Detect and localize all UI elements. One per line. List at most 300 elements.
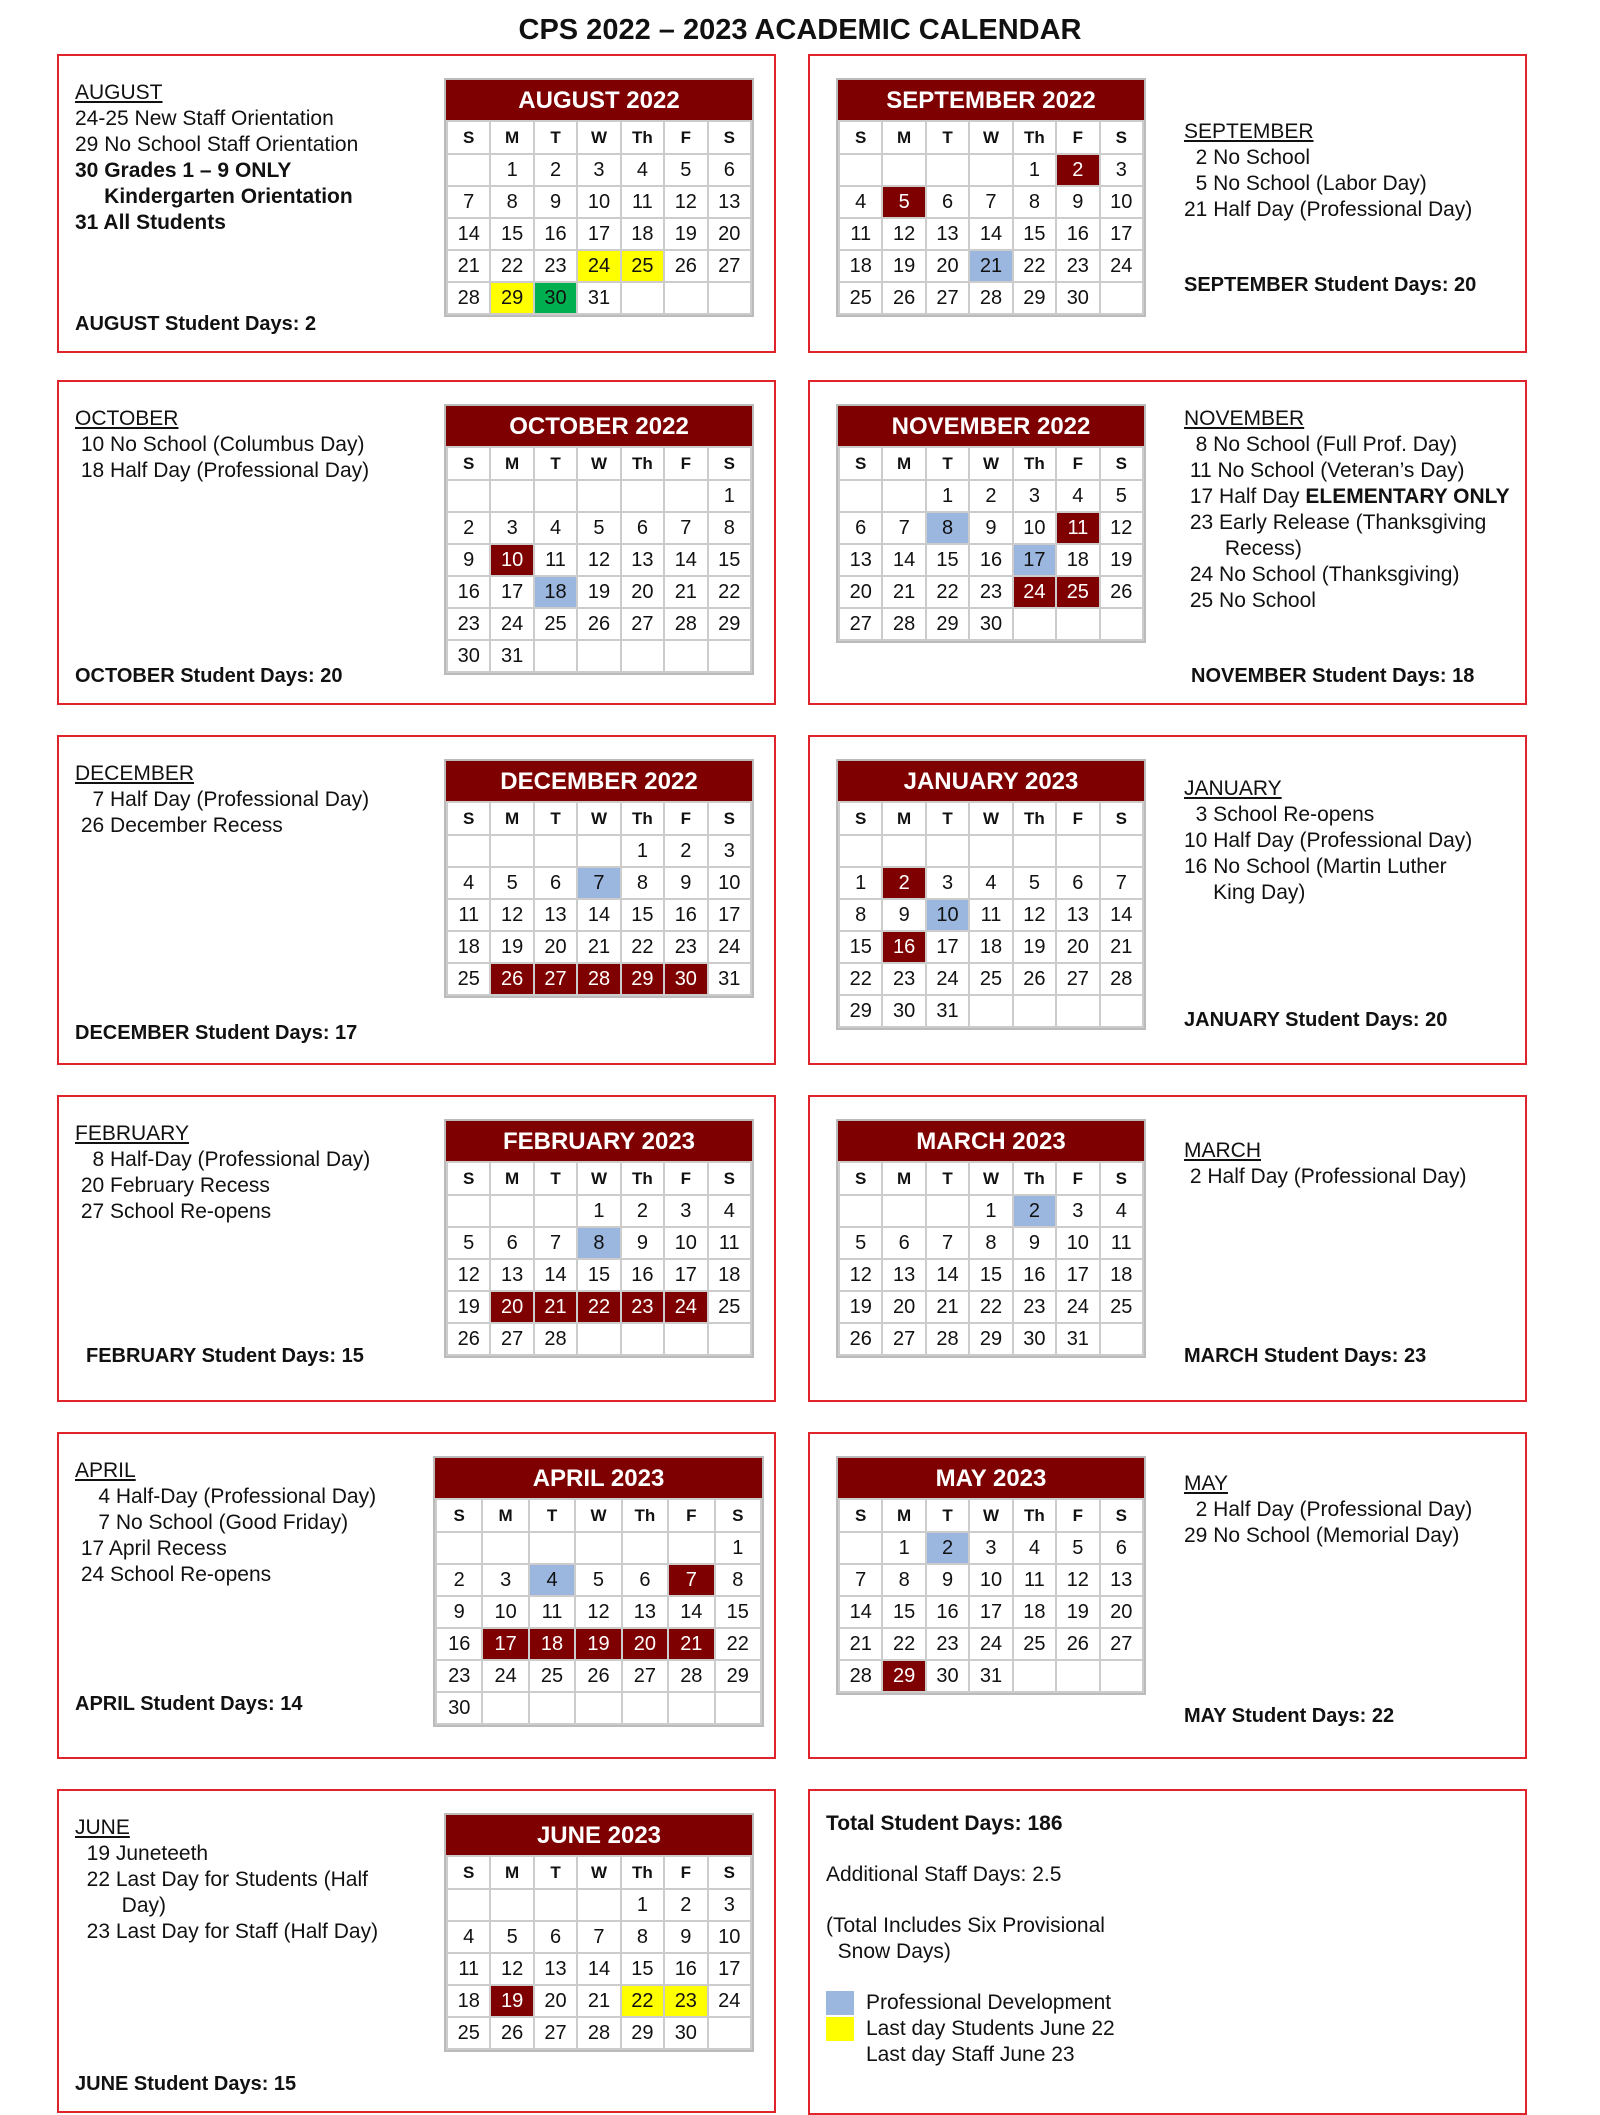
empty-cell [664, 282, 707, 314]
day-cell: 19 [575, 1628, 621, 1660]
empty-cell [447, 1195, 490, 1227]
month-notes [1184, 1138, 1466, 1190]
empty-cell [1013, 995, 1056, 1027]
day-cell: 26 [577, 608, 620, 640]
day-cell: 27 [621, 608, 664, 640]
day-cell: 21 [882, 576, 925, 608]
day-cell: 24 [926, 963, 969, 995]
day-cell: 3 [708, 1889, 751, 1921]
legend-item-professional-development [826, 1990, 1115, 2016]
day-cell: 5 [577, 512, 620, 544]
month-box-february [57, 1095, 776, 1402]
empty-cell [708, 640, 751, 672]
weekday-header: T [926, 121, 969, 154]
week-row [839, 1291, 1143, 1323]
week-row [839, 544, 1143, 576]
day-cell: 1 [621, 1889, 664, 1921]
day-cell: 14 [839, 1596, 882, 1628]
day-cell: 22 [1013, 250, 1056, 282]
note-line: 24 School Re-opens [75, 1563, 272, 1586]
weekday-header: W [577, 447, 620, 480]
month-notes [1184, 119, 1472, 223]
weekday-header: T [534, 447, 577, 480]
day-cell: 21 [839, 1628, 882, 1660]
day-cell: 8 [926, 512, 969, 544]
day-cell: 11 [529, 1596, 575, 1628]
empty-cell [534, 1889, 577, 1921]
day-cell: 23 [969, 576, 1012, 608]
day-cell: 16 [534, 218, 577, 250]
day-cell: 3 [969, 1532, 1012, 1564]
day-cell: 2 [447, 512, 490, 544]
month-box-december [57, 735, 776, 1065]
month-heading: JUNE [75, 1816, 130, 1839]
month-box-september [808, 54, 1527, 353]
month-notes [1184, 1471, 1472, 1549]
day-cell: 15 [926, 544, 969, 576]
week-row [447, 1195, 751, 1227]
day-cell: 2 [534, 154, 577, 186]
day-cell: 22 [839, 963, 882, 995]
weekday-header: F [664, 802, 707, 835]
day-cell: 3 [664, 1195, 707, 1227]
day-cell: 25 [708, 1291, 751, 1323]
calendar-september [836, 78, 1146, 317]
day-cell: 21 [447, 250, 490, 282]
day-cell: 16 [621, 1259, 664, 1291]
weekday-header: W [575, 1499, 621, 1532]
empty-cell [621, 480, 664, 512]
day-cell: 27 [534, 2017, 577, 2049]
day-cell: 17 [708, 1953, 751, 1985]
day-cell: 18 [708, 1259, 751, 1291]
empty-cell [575, 1692, 621, 1724]
day-cell: 29 [621, 963, 664, 995]
day-cell: 11 [1100, 1227, 1143, 1259]
calendar-month-header: DECEMBER 2022 [446, 761, 752, 801]
week-row [839, 835, 1143, 867]
week-row [436, 1692, 761, 1724]
day-cell: 19 [664, 218, 707, 250]
empty-cell [882, 1195, 925, 1227]
week-row [839, 250, 1143, 282]
note-line: 27 School Re-opens [75, 1200, 272, 1223]
day-cell: 17 [490, 576, 533, 608]
empty-cell [622, 1532, 668, 1564]
day-cell: 17 [664, 1259, 707, 1291]
weekday-header: F [664, 1856, 707, 1889]
week-row [839, 1628, 1143, 1660]
day-cell: 1 [715, 1532, 761, 1564]
student-days: MARCH Student Days: 23 [1184, 1345, 1427, 1367]
empty-cell [664, 1323, 707, 1355]
student-days: MAY Student Days: 22 [1184, 1705, 1395, 1727]
day-cell: 3 [1013, 480, 1056, 512]
day-cell: 8 [715, 1564, 761, 1596]
summary-box [808, 1789, 1527, 2115]
student-days: APRIL Student Days: 14 [75, 1693, 303, 1715]
weekday-header: T [529, 1499, 575, 1532]
day-cell: 23 [621, 1291, 664, 1323]
month-notes [1184, 776, 1472, 906]
day-cell: 10 [708, 1921, 751, 1953]
note-line: 10 Half Day (Professional Day) [1184, 829, 1473, 852]
day-cell: 2 [664, 1889, 707, 1921]
week-row [839, 931, 1143, 963]
note-line: 30 Grades 1 – 9 ONLY [75, 159, 292, 182]
calendar-month-header: JANUARY 2023 [838, 761, 1144, 801]
day-cell: 26 [839, 1323, 882, 1355]
week-row [447, 1323, 751, 1355]
empty-cell [577, 640, 620, 672]
day-cell: 7 [664, 512, 707, 544]
empty-cell [490, 480, 533, 512]
day-cell: 12 [577, 544, 620, 576]
week-row [447, 899, 751, 931]
calendar-month-header: OCTOBER 2022 [446, 406, 752, 446]
day-cell: 7 [839, 1564, 882, 1596]
day-cell: 28 [969, 282, 1012, 314]
day-cell: 1 [708, 480, 751, 512]
student-days: NOVEMBER Student Days: 18 [1191, 665, 1475, 687]
day-cell: 21 [926, 1291, 969, 1323]
empty-cell [668, 1532, 714, 1564]
weekday-header: Th [1013, 1499, 1056, 1532]
day-cell: 28 [664, 608, 707, 640]
week-row [839, 1323, 1143, 1355]
day-cell: 15 [577, 1259, 620, 1291]
day-cell: 18 [839, 250, 882, 282]
day-cell: 20 [490, 1291, 533, 1323]
weekday-header: Th [621, 1162, 664, 1195]
day-cell: 16 [926, 1596, 969, 1628]
week-row [447, 512, 751, 544]
day-cell: 22 [926, 576, 969, 608]
empty-cell [490, 835, 533, 867]
day-cell: 12 [1013, 899, 1056, 931]
note-line: 31 All Students [75, 211, 226, 234]
empty-cell [482, 1532, 528, 1564]
day-cell: 24 [1056, 1291, 1099, 1323]
day-cell: 10 [1056, 1227, 1099, 1259]
day-cell: 25 [447, 2017, 490, 2049]
day-cell: 12 [839, 1259, 882, 1291]
day-cell: 7 [577, 867, 620, 899]
day-cell: 21 [969, 250, 1012, 282]
calendar-month-header: FEBRUARY 2023 [446, 1121, 752, 1161]
blank-swatch [826, 2043, 854, 2067]
day-cell: 2 [664, 835, 707, 867]
day-cell: 29 [621, 2017, 664, 2049]
day-cell: 4 [969, 867, 1012, 899]
day-cell: 7 [882, 512, 925, 544]
month-notes [75, 1458, 376, 1588]
weekday-header: W [969, 1499, 1012, 1532]
week-row [839, 867, 1143, 899]
day-cell: 5 [490, 1921, 533, 1953]
calendar-june [444, 1813, 754, 2052]
weekday-header: M [882, 802, 925, 835]
empty-cell [577, 480, 620, 512]
empty-cell [621, 282, 664, 314]
empty-cell [621, 1323, 664, 1355]
day-cell: 17 [926, 931, 969, 963]
day-cell: 31 [577, 282, 620, 314]
empty-cell [534, 1195, 577, 1227]
week-row [447, 931, 751, 963]
empty-cell [1100, 995, 1143, 1027]
day-cell: 4 [447, 867, 490, 899]
day-cell: 5 [664, 154, 707, 186]
day-cell: 2 [436, 1564, 482, 1596]
calendar-month-header: AUGUST 2022 [446, 80, 752, 120]
empty-cell [1013, 1660, 1056, 1692]
day-cell: 23 [1013, 1291, 1056, 1323]
day-cell: 27 [1056, 963, 1099, 995]
day-cell: 9 [534, 186, 577, 218]
day-cell: 4 [708, 1195, 751, 1227]
day-cell: 8 [708, 512, 751, 544]
weekday-header: S [839, 802, 882, 835]
week-row [447, 186, 751, 218]
weekday-header: T [534, 121, 577, 154]
day-cell: 21 [577, 1985, 620, 2017]
additional-staff-days: Additional Staff Days: 2.5 [826, 1863, 1062, 1886]
day-cell: 25 [1013, 1628, 1056, 1660]
calendar-may [836, 1456, 1146, 1695]
week-row [839, 1660, 1143, 1692]
day-cell: 20 [708, 218, 751, 250]
month-heading: JANUARY [1184, 777, 1282, 800]
note-line: 11 No School (Veteran’s Day) [1184, 459, 1465, 482]
empty-cell [839, 480, 882, 512]
week-row [447, 250, 751, 282]
day-cell: 5 [839, 1227, 882, 1259]
calendar-february [444, 1119, 754, 1358]
day-cell: 7 [668, 1564, 714, 1596]
weekday-header: S [436, 1499, 482, 1532]
day-cell: 20 [621, 576, 664, 608]
week-row [447, 576, 751, 608]
weekday-header: T [926, 802, 969, 835]
month-notes [1184, 406, 1510, 614]
day-cell: 30 [534, 282, 577, 314]
note-line: 17 Half Day ELEMENTARY ONLY [1184, 485, 1510, 508]
weekday-header: S [715, 1499, 761, 1532]
empty-cell [1100, 1323, 1143, 1355]
calendar-month-header: MARCH 2023 [838, 1121, 1144, 1161]
day-cell: 1 [969, 1195, 1012, 1227]
note-line: 24-25 New Staff Orientation [75, 107, 334, 130]
day-cell: 5 [882, 186, 925, 218]
day-cell: 1 [1013, 154, 1056, 186]
yellow-swatch [826, 2017, 854, 2041]
day-cell: 24 [708, 1985, 751, 2017]
weekday-header: M [490, 1856, 533, 1889]
day-cell: 15 [621, 899, 664, 931]
empty-cell [1013, 608, 1056, 640]
day-cell: 9 [969, 512, 1012, 544]
weekday-header: T [534, 1162, 577, 1195]
note-line: 29 No School (Memorial Day) [1184, 1524, 1460, 1547]
day-cell: 24 [490, 608, 533, 640]
empty-cell [1100, 608, 1143, 640]
weekday-header: M [490, 1162, 533, 1195]
day-cell: 15 [621, 1953, 664, 1985]
day-cell: 9 [436, 1596, 482, 1628]
weekday-header: T [534, 1856, 577, 1889]
calendar-august [444, 78, 754, 317]
day-cell: 26 [447, 1323, 490, 1355]
day-cell: 28 [668, 1660, 714, 1692]
day-cell: 12 [447, 1259, 490, 1291]
day-cell: 24 [1100, 250, 1143, 282]
day-cell: 5 [1056, 1532, 1099, 1564]
day-cell: 24 [708, 931, 751, 963]
empty-cell [577, 835, 620, 867]
day-cell: 30 [882, 995, 925, 1027]
empty-cell [621, 640, 664, 672]
calendar-month-header: NOVEMBER 2022 [838, 406, 1144, 446]
day-cell: 10 [664, 1227, 707, 1259]
week-row [839, 1532, 1143, 1564]
day-cell: 13 [882, 1259, 925, 1291]
day-cell: 31 [1056, 1323, 1099, 1355]
month-heading: AUGUST [75, 81, 163, 104]
day-cell: 27 [534, 963, 577, 995]
week-row [436, 1596, 761, 1628]
day-cell: 29 [1013, 282, 1056, 314]
empty-cell [664, 480, 707, 512]
day-cell: 16 [1056, 218, 1099, 250]
day-cell: 27 [622, 1660, 668, 1692]
week-row [447, 544, 751, 576]
week-row [447, 1889, 751, 1921]
day-cell: 6 [1056, 867, 1099, 899]
weekday-header: S [447, 1162, 490, 1195]
page-title: CPS 2022 – 2023 ACADEMIC CALENDAR [518, 14, 1082, 46]
empty-cell [668, 1692, 714, 1724]
day-cell: 7 [534, 1227, 577, 1259]
week-row [839, 995, 1143, 1027]
day-cell: 18 [529, 1628, 575, 1660]
empty-cell [1100, 835, 1143, 867]
day-cell: 3 [708, 835, 751, 867]
note-line: 3 School Re-opens [1184, 803, 1375, 826]
day-cell: 25 [839, 282, 882, 314]
day-cell: 19 [1056, 1596, 1099, 1628]
weekday-header: T [926, 1162, 969, 1195]
day-cell: 14 [882, 544, 925, 576]
weekday-header: Th [622, 1499, 668, 1532]
day-cell: 11 [447, 899, 490, 931]
day-cell: 21 [1100, 931, 1143, 963]
day-cell: 21 [577, 931, 620, 963]
week-row [447, 218, 751, 250]
weekday-header: S [839, 1162, 882, 1195]
month-heading: DECEMBER [75, 762, 195, 785]
day-cell: 6 [622, 1564, 668, 1596]
weekday-header: Th [1013, 1162, 1056, 1195]
day-cell: 24 [969, 1628, 1012, 1660]
day-cell: 19 [839, 1291, 882, 1323]
legend-item-last-day-staff [826, 2042, 1115, 2068]
empty-cell [447, 835, 490, 867]
weekday-header: F [668, 1499, 714, 1532]
day-cell: 25 [1056, 576, 1099, 608]
day-cell: 30 [436, 1692, 482, 1724]
day-cell: 13 [1056, 899, 1099, 931]
day-cell: 29 [715, 1660, 761, 1692]
note-line: 23 Early Release (Thanksgiving [1184, 511, 1487, 534]
weekday-header: W [969, 121, 1012, 154]
day-cell: 6 [534, 867, 577, 899]
day-cell: 23 [534, 250, 577, 282]
day-cell: 16 [969, 544, 1012, 576]
day-cell: 29 [882, 1660, 925, 1692]
weekday-header: S [708, 447, 751, 480]
week-row [839, 899, 1143, 931]
day-cell: 18 [969, 931, 1012, 963]
day-cell: 19 [490, 1985, 533, 2017]
weekday-header: S [839, 447, 882, 480]
day-cell: 11 [621, 186, 664, 218]
day-cell: 28 [839, 1660, 882, 1692]
day-cell: 15 [839, 931, 882, 963]
day-cell: 16 [664, 899, 707, 931]
month-box-november [808, 380, 1527, 705]
day-cell: 9 [1056, 186, 1099, 218]
empty-cell [447, 1889, 490, 1921]
weekday-header: M [490, 121, 533, 154]
day-cell: 1 [839, 867, 882, 899]
day-cell: 28 [447, 282, 490, 314]
day-cell: 29 [969, 1323, 1012, 1355]
week-row [839, 963, 1143, 995]
day-cell: 8 [490, 186, 533, 218]
empty-cell [969, 995, 1012, 1027]
month-notes [75, 80, 358, 236]
weekday-header: M [482, 1499, 528, 1532]
legend-label: Professional Development [866, 1991, 1112, 2014]
empty-cell [664, 640, 707, 672]
empty-cell [969, 835, 1012, 867]
day-cell: 22 [621, 931, 664, 963]
day-cell: 21 [534, 1291, 577, 1323]
student-days: AUGUST Student Days: 2 [75, 313, 317, 335]
week-row [839, 282, 1143, 314]
day-cell: 25 [1100, 1291, 1143, 1323]
day-cell: 31 [969, 1660, 1012, 1692]
day-cell: 26 [1056, 1628, 1099, 1660]
day-cell: 31 [708, 963, 751, 995]
day-cell: 6 [882, 1227, 925, 1259]
day-cell: 29 [708, 608, 751, 640]
weekday-header: F [1056, 447, 1099, 480]
day-cell: 23 [1056, 250, 1099, 282]
day-cell: 8 [621, 867, 664, 899]
day-cell: 17 [1100, 218, 1143, 250]
day-cell: 22 [708, 576, 751, 608]
calendar-month-header: JUNE 2023 [446, 1815, 752, 1855]
week-row [447, 282, 751, 314]
week-row [839, 218, 1143, 250]
day-cell: 8 [1013, 186, 1056, 218]
weekday-header: Th [621, 121, 664, 154]
day-cell: 2 [1056, 154, 1099, 186]
week-row [447, 1953, 751, 1985]
day-cell: 26 [490, 963, 533, 995]
